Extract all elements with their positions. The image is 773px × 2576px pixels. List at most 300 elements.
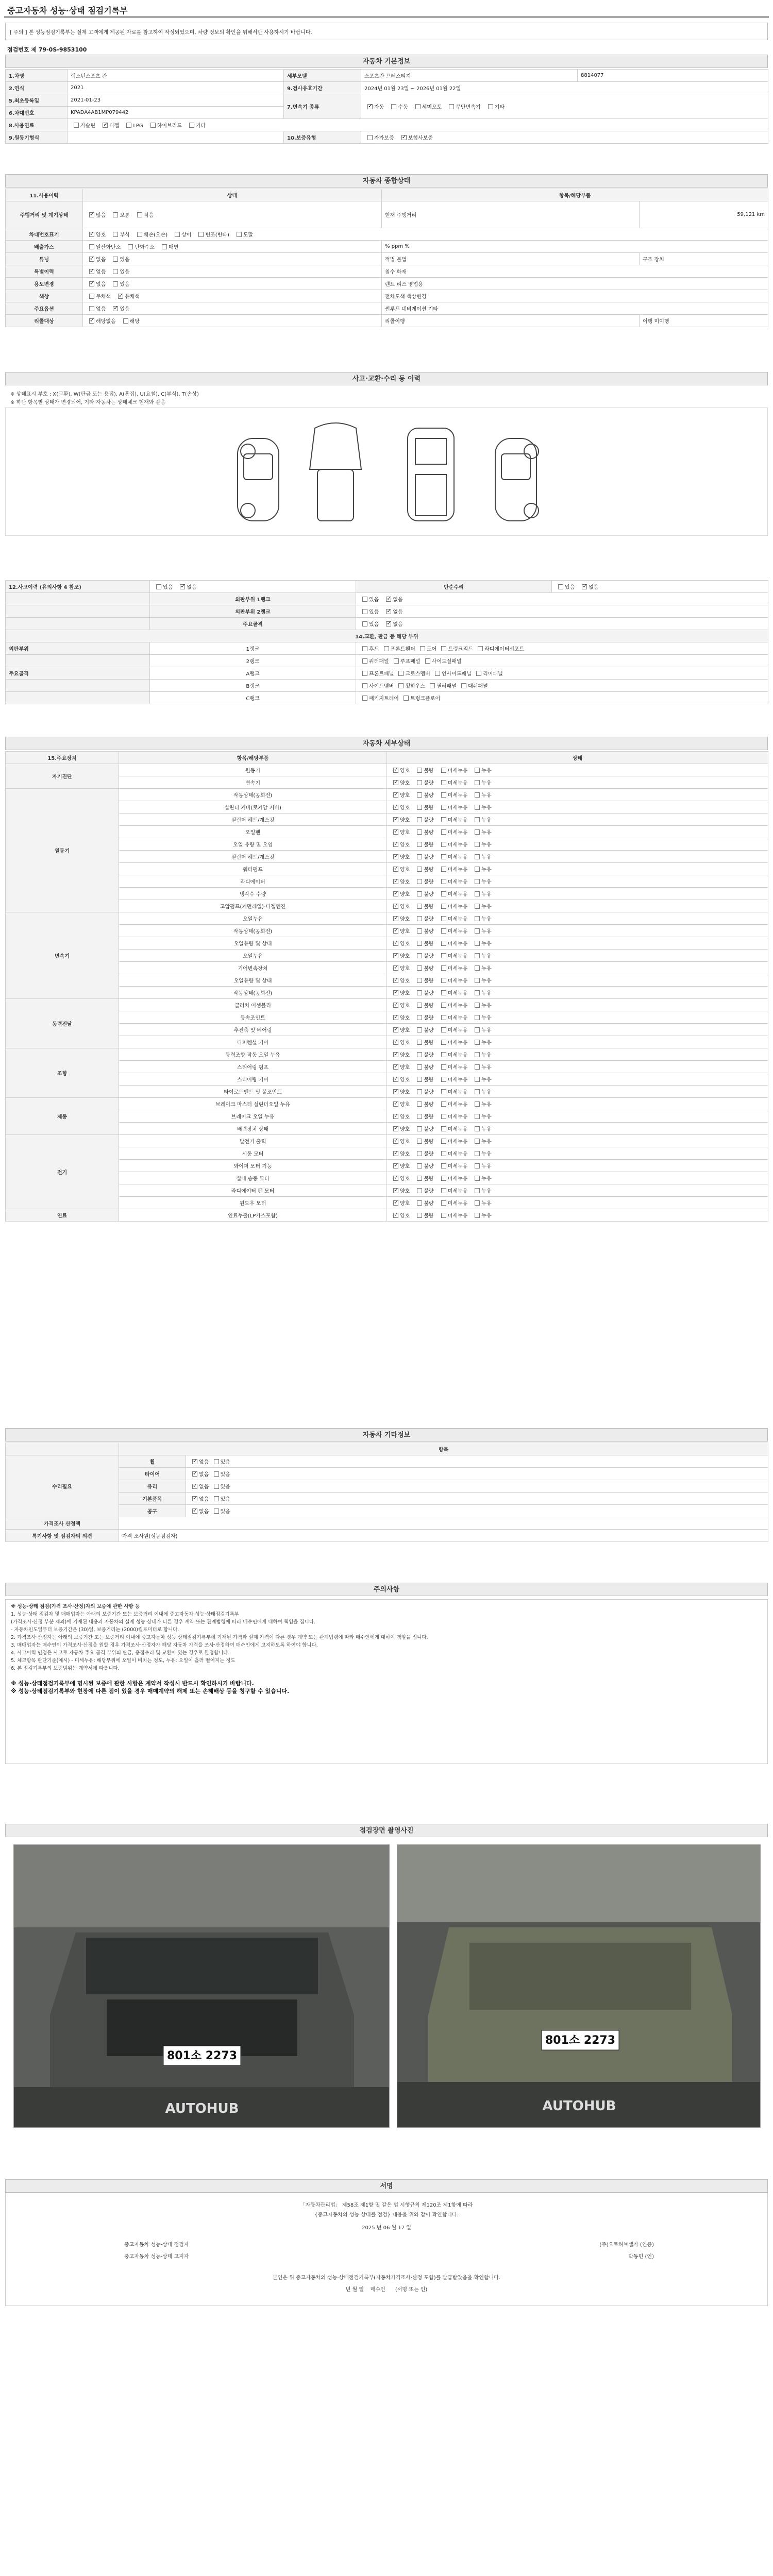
status-option-label: 불량 [424,1090,434,1095]
status-checkbox [441,1200,446,1206]
table-row [6,764,768,776]
detail-item-status [387,925,768,937]
detail-item-status [387,1048,768,1061]
fuel-options: 가솔린✓ 디젤 LPG 하이브리드 기타 [68,119,768,131]
status-option-label: 불량 [424,781,434,786]
table-row [6,1172,768,1184]
status-checkbox [417,1176,422,1181]
status-checkbox [393,817,398,822]
status-checkbox [393,978,398,983]
value-year: 2021 [68,82,284,94]
status-option-label: 양호 [400,1114,410,1120]
table-row: 색상 무채색✓ 유채색 전체도색 색상변경 [6,290,768,302]
status-checkbox [475,891,480,896]
status-checkbox [417,854,422,859]
table-row [6,1073,768,1086]
status-option-label: 양호 [400,892,410,897]
checkbox-auto [367,104,373,109]
status-option-label: 불량 [424,1077,434,1083]
status-option-label: 미세누유 [447,892,468,897]
status-option-label: 불량 [424,818,434,823]
status-option-label: 미세누유 [447,768,468,774]
status-option-label: 양호 [400,1090,410,1095]
detail-item-label: 브레이크 오일 누유 [119,1110,387,1123]
detail-item-status [387,1098,768,1110]
table-row [6,1011,768,1024]
detail-item-label: 스티어링 펌프 [119,1061,387,1073]
table-header-row: 항목 [6,1443,768,1455]
status-checkbox [417,1052,422,1057]
status-checkbox [441,842,446,847]
table-row: 외판부위 1랭크 있음✓ 없음 [6,593,768,605]
detail-item-label: 오일누유 [119,950,387,962]
status-checkbox [441,1163,446,1168]
status-checkbox [393,928,398,934]
status-checkbox [475,768,480,773]
detail-item-status [387,826,768,838]
status-option-label: 누유 [481,805,492,811]
table-row: 차대번호표기 ✓ 양호 부식 훼손(오손) 상이 변조(변타) 도말 [6,228,768,241]
detail-item-label: 작동상태(공회전) [119,925,387,937]
status-option-label: 불량 [424,1040,434,1046]
status-option-label: 양호 [400,867,410,873]
status-option-label: 불량 [424,929,434,935]
status-option-label: 불량 [424,830,434,836]
status-option-label: 누유 [481,966,492,972]
status-checkbox [475,780,480,785]
document-number-value: 79-0S-9853100 [38,46,87,53]
detail-item-status [387,987,768,999]
detail-item-label: 오일유량 및 상태 [119,937,387,950]
label-year: 2.연식 [6,82,68,94]
status-checkbox [417,842,422,847]
car-outline-icon [6,408,768,536]
status-option-label: 불량 [424,1127,434,1132]
status-option-label: 미세누유 [447,1102,468,1108]
status-option-label: 미세누유 [447,793,468,799]
price-label: 중고자동차 성능·상태 고지자 [124,2254,189,2260]
detail-status-table [5,751,768,1222]
status-checkbox [441,1139,446,1144]
table-row [6,875,768,888]
status-option-label: 미세누유 [447,929,468,935]
status-option-label: 양호 [400,1065,410,1071]
status-option-label: 미세누유 [447,1090,468,1095]
detail-item-label: 오일팬 [119,826,387,838]
status-option-label: 미세누유 [447,941,468,947]
detail-item-status [387,776,768,789]
detail-item-label: 작동상태(공회전) [119,789,387,801]
status-option-label: 누유 [481,978,492,984]
status-checkbox [441,1040,446,1045]
status-option-label: 누유 [481,892,492,897]
status-option-label: 양호 [400,1164,410,1170]
status-checkbox [475,829,480,835]
status-checkbox [393,1114,398,1119]
status-option-label: 미세누유 [447,991,468,996]
status-option-label: 미세누유 [447,966,468,972]
status-option-label: 불량 [424,1065,434,1071]
status-option-label: 양호 [400,1201,410,1207]
status-checkbox [417,1077,422,1082]
status-checkbox [475,1188,480,1193]
status-option-label: 불량 [424,867,434,873]
table-row: 타이어 ✓ 없음 있음 [6,1468,768,1480]
status-option-label: 누유 [481,1114,492,1120]
status-checkbox [441,1176,446,1181]
detail-item-status [387,1197,768,1209]
status-option-label: 양호 [400,805,410,811]
status-checkbox [393,867,398,872]
detail-item-status [387,1160,768,1172]
table-row [6,82,768,94]
status-checkbox [475,1163,480,1168]
status-option-label: 미세누유 [447,818,468,823]
status-checkbox [393,1139,398,1144]
detail-item-label: 디퍼렌셜 기어 [119,1036,387,1048]
status-checkbox [393,990,398,995]
status-option-label: 양호 [400,842,410,848]
status-checkbox [393,1064,398,1070]
status-checkbox [475,1077,480,1082]
status-checkbox [393,953,398,958]
status-option-label: 미세누유 [447,1189,468,1194]
detail-item-label: 라디에이터 [119,875,387,888]
table-row [6,888,768,900]
status-option-label: 미세누유 [447,805,468,811]
status-checkbox [441,1126,446,1131]
status-option-label: 양호 [400,1189,410,1194]
status-checkbox [417,953,422,958]
status-checkbox [475,1213,480,1218]
table-row: 주요옵션 없음✓ 있음 썬루프 네비게이션 기타 [6,302,768,315]
status-checkbox [475,792,480,798]
status-checkbox [393,904,398,909]
brand-logo-front: AUTOHUB [165,2101,239,2116]
status-option-label: 양호 [400,1053,410,1058]
status-checkbox [417,928,422,934]
detail-item-label: 브레이크 마스터 실린더오일 누유 [119,1098,387,1110]
status-checkbox [417,1064,422,1070]
status-checkbox [475,805,480,810]
label-engine: 9.원동기형식 [6,131,68,144]
table-header-row: 15.주요장치 항목/해당부품 상태 [6,752,768,764]
section-photos: 점검장면 촬영사진 [5,1824,768,1837]
detail-item-label: 작동상태(공회전) [119,987,387,999]
status-option-label: 누유 [481,1065,492,1071]
detail-item-status [387,950,768,962]
status-checkbox [417,965,422,971]
status-option-label: 누유 [481,1127,492,1132]
detail-item-status [387,974,768,987]
status-option-label: 미세누유 [447,1201,468,1207]
transmission-options: ✓ 자동 수동 세미오토 무단변속기 기타 [361,94,768,119]
table-row [6,1086,768,1098]
status-checkbox [475,842,480,847]
status-checkbox [393,1089,398,1094]
detail-item-label: 워터펌프 [119,863,387,875]
status-checkbox [417,1089,422,1094]
notice-line: - 자동차인도일부터 보증기간은 (30)일, 보증거리는 (2000)킬로미터로 합니다. [11,1627,179,1633]
legend-symbols: ※ 상태표시 부호 : X(교환), W(판금 또는 용접), A(흠집), U(요철), C(부식), T(손상) [10,392,199,397]
status-option-label: 누유 [481,1003,492,1009]
status-option-label: 불량 [424,1164,434,1170]
status-checkbox [393,1077,398,1082]
detail-item-label: 냉각수 수량 [119,888,387,900]
status-option-label: 누유 [481,904,492,910]
notice-warning: ※ 성능·상태점검기록부에 명시된 보증에 관한 사항은 계약서 작성시 반드시 확인하시기 바랍니다. [11,1680,254,1687]
status-checkbox [417,1114,422,1119]
status-checkbox [393,780,398,785]
table-row: 12.사고이력 (유의사항 4 참조) 있음✓ 없음 단순수리 있음✓ 없음 [6,581,768,593]
status-option-label: 누유 [481,1028,492,1033]
table-row: 외판부위 2랭크 있음✓ 없음 [6,605,768,618]
status-option-label: 양호 [400,1213,410,1219]
table-row [6,1110,768,1123]
status-option-label: 불량 [424,892,434,897]
table-row [6,814,768,826]
buyer-date: 년 월 일 [345,2287,364,2293]
detail-item-label: 오일누유 [119,912,387,925]
status-checkbox [441,891,446,896]
table-row [6,999,768,1011]
detail-item-status [387,814,768,826]
status-option-label: 누유 [481,1189,492,1194]
status-option-label: 미세누유 [447,867,468,873]
status-checkbox [417,1015,422,1020]
status-checkbox [441,928,446,934]
status-option-label: 누유 [481,1139,492,1145]
status-option-label: 불량 [424,941,434,947]
status-option-label: 누유 [481,879,492,885]
status-checkbox [475,1015,480,1020]
status-checkbox [417,829,422,835]
status-checkbox [393,768,398,773]
sign-line-1: 「자동차관리법」 제58조 제1항 및 같은 법 시행규칙 제120조 제1항에 따라 [300,2202,473,2208]
accident-table [5,580,768,704]
table-row [6,1036,768,1048]
car-diagram [5,407,768,536]
notice-box: [ 주의 ] 본 성능점검기록부는 실제 고객에게 제공된 자료를 참고하여 작성되었으며, 차량 정보의 확인을 위해서만 사용하시기 바랍니다. [5,23,768,40]
table-row [6,838,768,851]
detail-group-label: 원동기 [6,789,119,912]
status-option-label: 불량 [424,966,434,972]
status-checkbox [393,805,398,810]
status-option-label: 불량 [424,978,434,984]
table-row [6,1147,768,1160]
detail-item-label: 실린더 헤드/개스킷 [119,851,387,863]
status-checkbox [441,1015,446,1020]
status-option-label: 불량 [424,1114,434,1120]
detail-item-label: 오일유량 및 상태 [119,974,387,987]
status-option-label: 양호 [400,904,410,910]
detail-item-status [387,1123,768,1135]
status-option-label: 불량 [424,1003,434,1009]
status-option-label: 미세누유 [447,904,468,910]
status-option-label: 누유 [481,768,492,774]
table-row [6,789,768,801]
detail-item-label: 기어변속장치 [119,962,387,974]
status-option-label: 누유 [481,781,492,786]
status-checkbox [393,854,398,859]
status-checkbox [417,904,422,909]
status-option-label: 양호 [400,768,410,774]
status-checkbox [475,1151,480,1156]
status-option-label: 누유 [481,917,492,922]
car-front-icon [14,1845,390,2128]
status-option-label: 불량 [424,1139,434,1145]
detail-group-label: 조향 [6,1048,119,1098]
status-option-label: 누유 [481,941,492,947]
status-option-label: 누유 [481,1151,492,1157]
table-row: 2랭크 쿼터패널 루프패널 사이드실패널 [6,655,768,667]
table-row: B랭크 사이드멤버 휠하우스 필러패널 대쉬패널 [6,680,768,692]
table-row: 유리 ✓ 없음 있음 [6,1480,768,1493]
detail-item-label: 와이퍼 모터 기능 [119,1160,387,1172]
status-checkbox [417,1040,422,1045]
status-checkbox [417,916,422,921]
status-checkbox [417,1139,422,1144]
detail-group-label: 연료 [6,1209,119,1222]
section-general-status: 자동차 종합상태 [5,174,768,188]
detail-item-label: 동력조향 작동 오일 누유 [119,1048,387,1061]
label-fuel: 8.사용연료 [6,119,68,131]
document-title: 중고자동차 성능·상태 점검기록부 [7,6,128,15]
status-option-label: 미세누유 [447,879,468,885]
status-checkbox [417,1200,422,1206]
table-row [6,826,768,838]
front-photo [13,1844,390,2128]
status-option-label: 불량 [424,1176,434,1182]
sign-line-2: {중고자동차의 성능·상태를 점검} 내용을 위와 같이 확인합니다. [314,2212,459,2218]
detail-item-status [387,999,768,1011]
status-checkbox [417,1163,422,1168]
notice-line: (가격조사·산정 부분 제외)에 기재된 내용과 자동차의 실제 성능·상태가 다른 경우 계약 또는 관계법령에 따라 매수인에게 대하여 책임을 집니다. [11,1619,315,1625]
detail-item-status [387,838,768,851]
status-checkbox [417,879,422,884]
status-checkbox [393,1200,398,1206]
status-checkbox [417,990,422,995]
status-checkbox [441,817,446,822]
status-checkbox [417,805,422,810]
status-checkbox [417,1188,422,1193]
status-option-label: 양호 [400,1176,410,1182]
status-option-label: 불량 [424,1189,434,1194]
table-row: 특기사항 및 점검자의 의견 가격 조사원(성능점검자) [6,1530,768,1542]
status-option-label: 미세누유 [447,1164,468,1170]
detail-item-status [387,1086,768,1098]
status-checkbox [417,1027,422,1032]
detail-item-status [387,912,768,925]
status-checkbox [441,1003,446,1008]
status-option-label: 불량 [424,1151,434,1157]
status-checkbox [441,792,446,798]
section-basic-info: 자동차 기본정보 [5,55,768,68]
detail-item-label: 연료누출(LP가스포함) [119,1209,387,1222]
status-checkbox [417,780,422,785]
status-option-label: 누유 [481,1201,492,1207]
status-checkbox [417,867,422,872]
status-checkbox [475,1126,480,1131]
status-option-label: 누유 [481,830,492,836]
status-checkbox [475,904,480,909]
table-row [6,131,768,144]
table-row: 14.교환, 판금 등 해당 부위 [6,630,768,642]
status-checkbox [441,990,446,995]
status-checkbox [441,978,446,983]
status-option-label: 미세누유 [447,781,468,786]
value-first-reg: 2021-01-23 [68,94,284,107]
status-option-label: 양호 [400,1040,410,1046]
status-option-label: 양호 [400,793,410,799]
status-option-label: 불량 [424,917,434,922]
status-option-label: 누유 [481,1077,492,1083]
status-option-label: 불량 [424,954,434,959]
section-sign: 서명 [5,2179,768,2193]
table-row: 배출가스 일산화탄소 탄화수소 매연 % ppm % [6,241,768,253]
status-checkbox [475,1052,480,1057]
detail-item-status [387,1110,768,1123]
warranty-options: 자가보증✓ 보험사보증 [361,131,768,144]
status-checkbox [393,1163,398,1168]
detail-item-status [387,1135,768,1147]
detail-item-status [387,1172,768,1184]
brand-logo-rear: AUTOHUB [542,2098,616,2114]
table-row [6,119,768,131]
status-checkbox [441,1089,446,1094]
checkbox-insurance-warranty [401,135,407,140]
sign-area [5,2193,768,2306]
table-row [6,94,768,107]
table-row: C랭크 패키지트레이 트렁크플로어 [6,692,768,704]
detail-item-status [387,801,768,814]
status-checkbox [475,1176,480,1181]
status-option-label: 누유 [481,1213,492,1219]
legend-note: ※ 하단 항목별 상태가 변경되어, 기타 자동차는 상태체크 현재와 같음 [10,400,165,405]
status-option-label: 양호 [400,1151,410,1157]
status-option-label: 미세누유 [447,830,468,836]
table-row: 공구 ✓ 없음 있음 [6,1505,768,1517]
price-value: 박동민 (인) [628,2254,654,2260]
status-option-label: 불량 [424,805,434,811]
status-option-label: 양호 [400,954,410,959]
detail-group-label: 자기진단 [6,764,119,789]
status-checkbox [417,817,422,822]
status-option-label: 양호 [400,830,410,836]
table-row [6,925,768,937]
status-checkbox [441,941,446,946]
detail-item-status [387,863,768,875]
status-checkbox [441,879,446,884]
status-checkbox [393,941,398,946]
other-info-table [5,1443,768,1542]
detail-item-label: 배력장치 상태 [119,1123,387,1135]
status-option-label: 양호 [400,929,410,935]
mileage-value: 59,121 km [640,201,768,228]
detail-item-label: 스티어링 기어 [119,1073,387,1086]
status-checkbox [441,1052,446,1057]
status-option-label: 미세누유 [447,1176,468,1182]
document-number [7,45,87,54]
status-option-label: 미세누유 [447,954,468,959]
status-checkbox [441,953,446,958]
status-checkbox [441,1151,446,1156]
table-row [6,863,768,875]
general-status-table [5,189,768,327]
table-row [6,1135,768,1147]
status-option-label: 양호 [400,818,410,823]
status-checkbox [417,1003,422,1008]
